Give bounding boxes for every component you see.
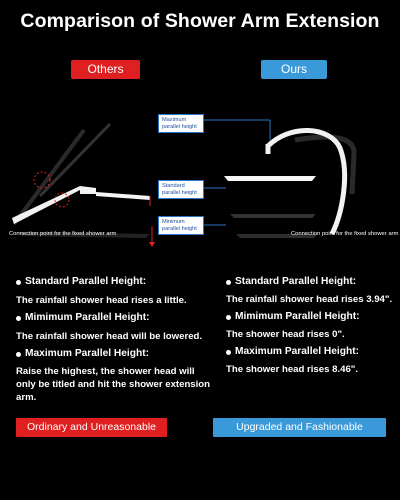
others-connection-label: Connection point for the fixed shower arm [9, 231, 117, 237]
ours-footer-banner: Upgraded and Fashionable [213, 418, 386, 437]
bullet-icon [226, 280, 231, 285]
item-body: The shower head rises 8.46". [226, 364, 358, 375]
list-item [226, 276, 400, 306]
bullet-icon [16, 280, 21, 285]
item-body: The rainfall shower head rises a little. [16, 295, 187, 306]
item-body: The shower head rises 0". [226, 329, 345, 340]
item-heading: Maximum Parallel Height: [235, 346, 359, 357]
item-heading: Maximum Parallel Height: [25, 348, 149, 359]
ours-feature-list [226, 276, 400, 381]
item-heading: Standard Parallel Height: [235, 276, 357, 287]
bullet-icon [226, 350, 231, 355]
list-item [16, 312, 212, 343]
item-body: The rainfall shower head rises 3.94". [226, 294, 393, 305]
std-height-callout: Standard parallel height [158, 180, 204, 199]
others-shower-illustration [12, 124, 155, 247]
item-body: Raise the highest, the shower head will only be titled and hit the shower extension arm. [16, 366, 211, 403]
bullet-icon [16, 316, 21, 321]
list-item [226, 346, 400, 376]
item-heading: Mimimum Parallel Height: [235, 311, 360, 322]
item-heading: Mimimum Parallel Height: [25, 312, 150, 323]
comparison-illustration [0, 84, 400, 254]
bullet-icon [226, 315, 231, 320]
item-body: The rainfall shower head will be lowered. [16, 331, 203, 342]
others-badge: Others [71, 60, 140, 79]
min-height-callout: Minimum parallel height [158, 216, 204, 235]
list-item [16, 348, 212, 404]
item-heading: Standard Parallel Height: [25, 276, 147, 287]
bullet-icon [16, 352, 21, 357]
others-footer-banner: Ordinary and Unreasonable [16, 418, 167, 437]
others-feature-list [16, 276, 212, 409]
page-title: Comparison of Shower Arm Extension [20, 10, 380, 32]
ours-connection-label: Connection point for the fixed shower arm [291, 231, 399, 237]
max-height-callout: Maximum parallel height [158, 114, 204, 133]
list-item [226, 311, 400, 341]
list-item [16, 276, 212, 307]
ours-badge: Ours [261, 60, 327, 79]
ours-shower-illustration [196, 120, 354, 238]
